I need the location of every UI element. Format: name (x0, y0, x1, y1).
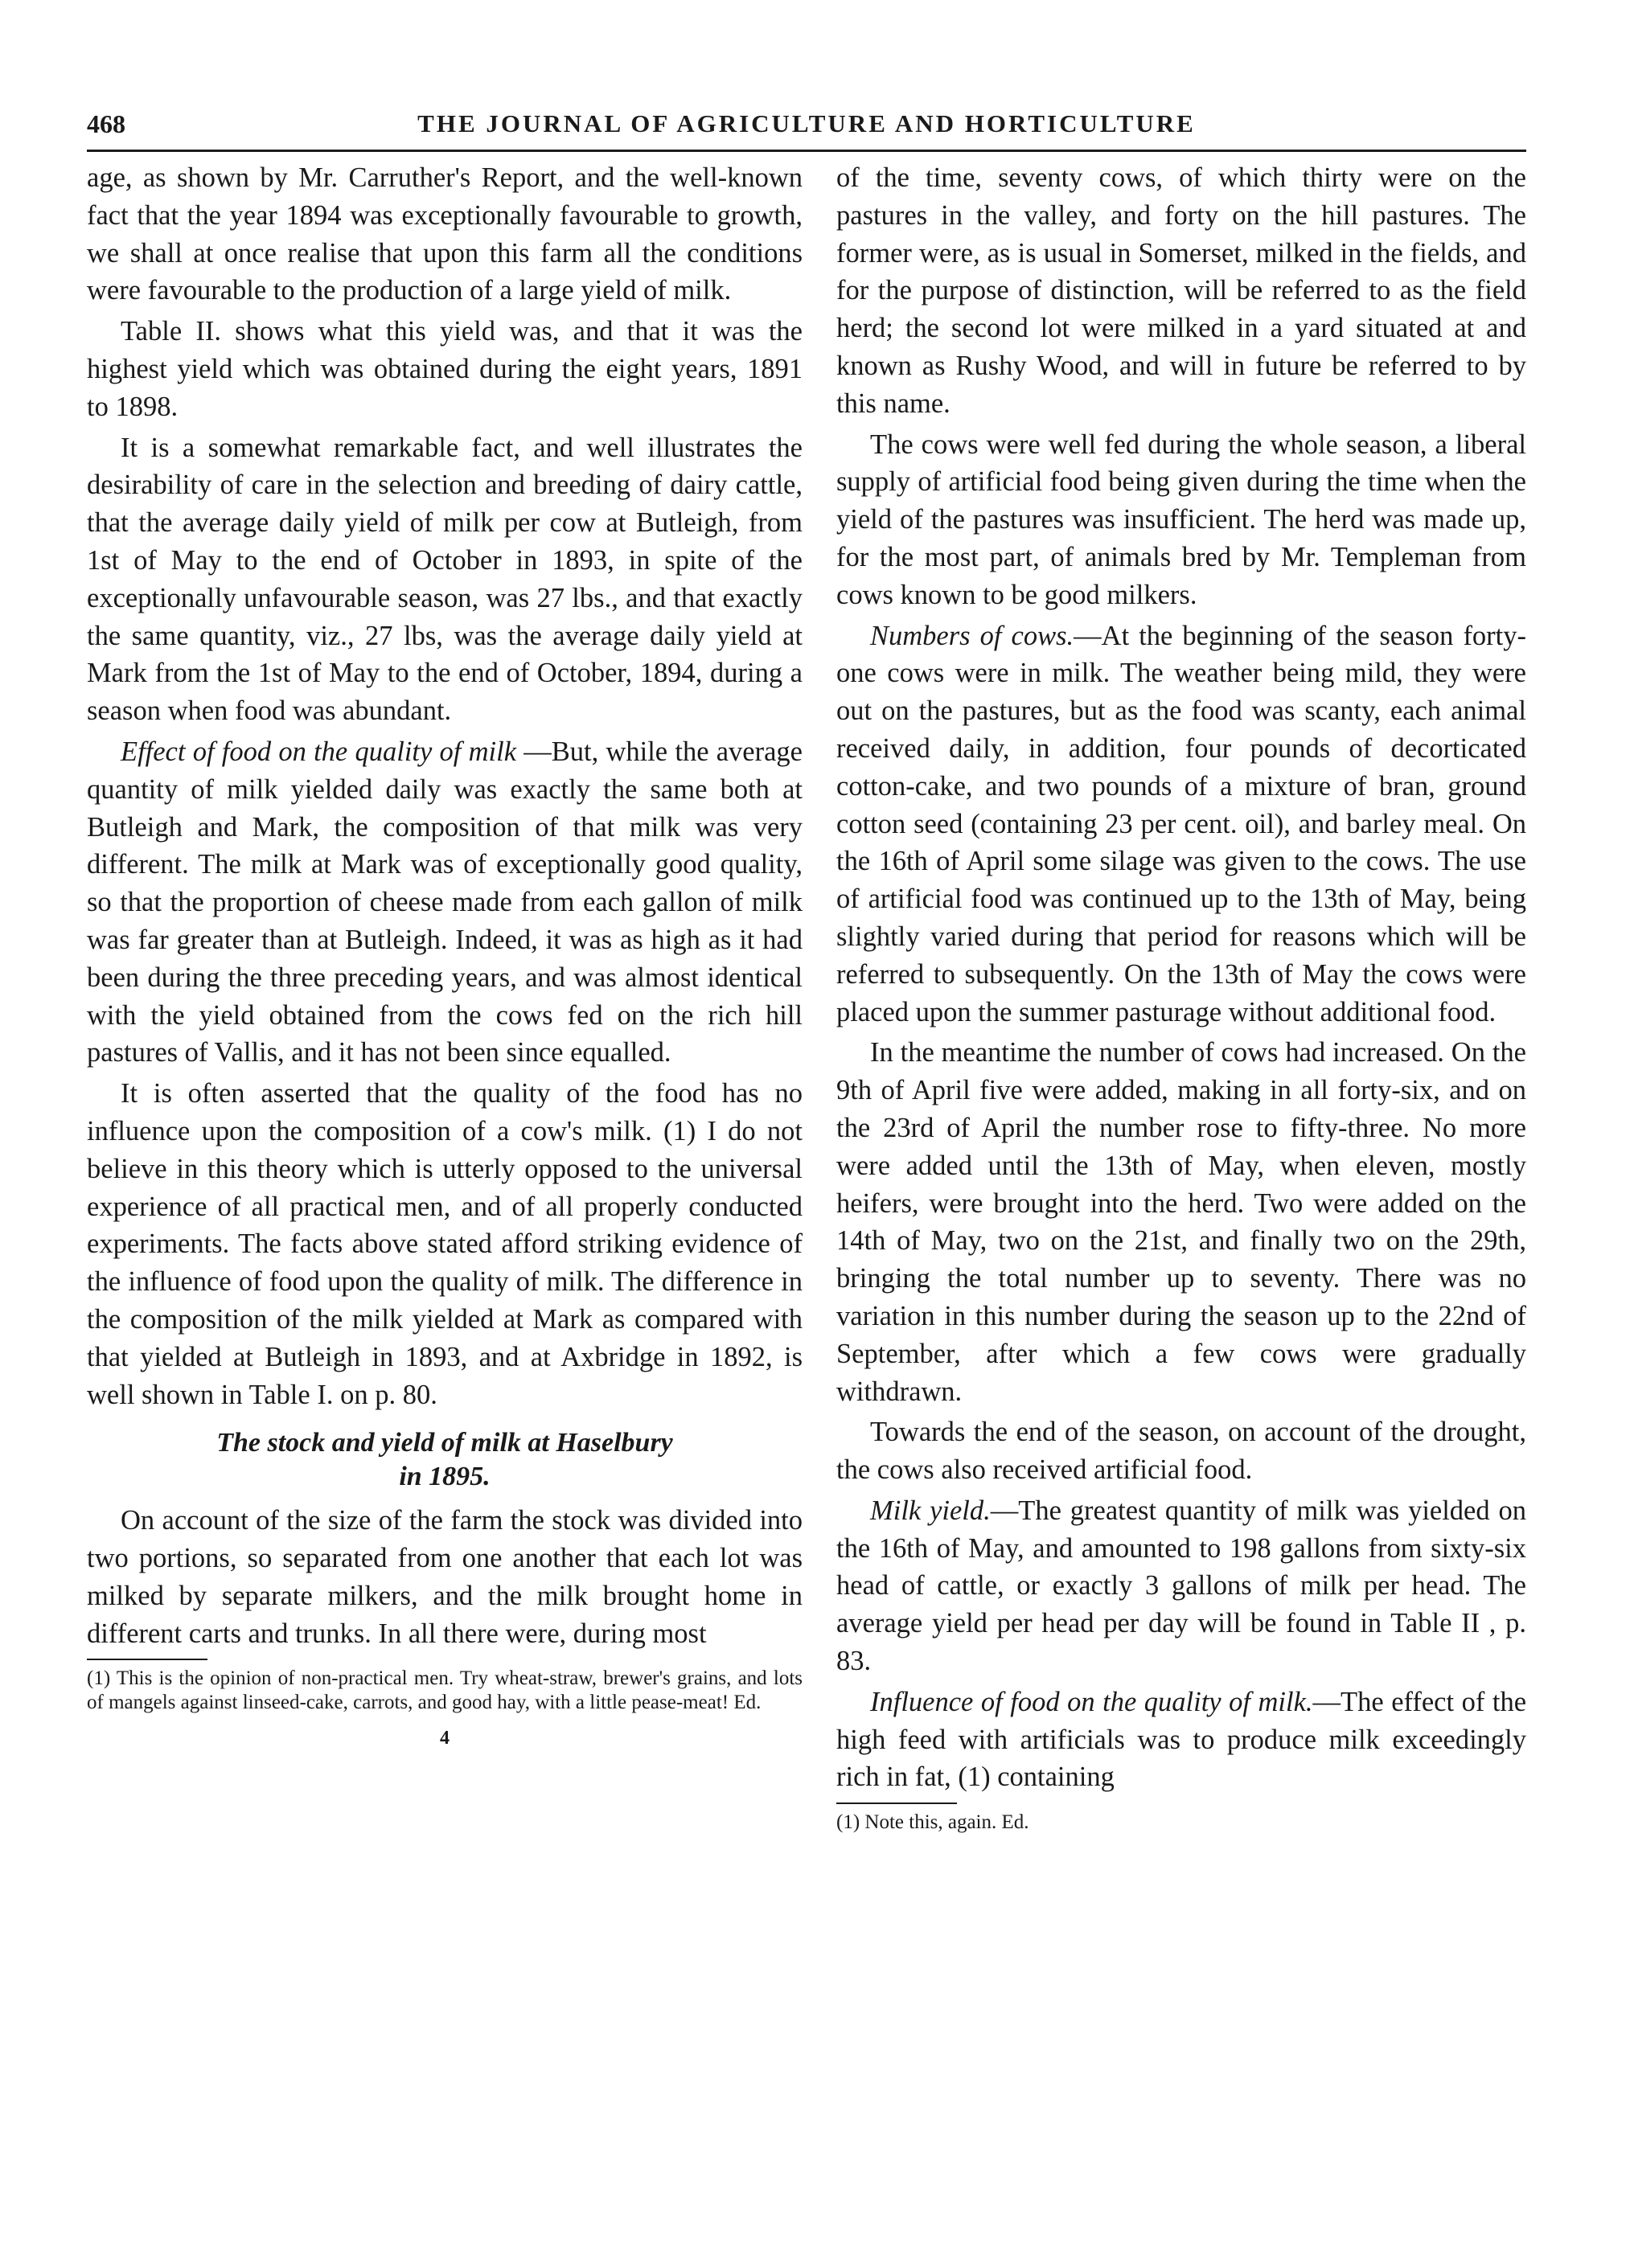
footnote: (1) Note this, again. Ed. (836, 1811, 1029, 1834)
paragraph: It is often asserted that the quality of the food has no influence upon the composition of a cow's milk. (1) I do not believe in this theory which is utterly opposed to the universal experience of all practical men, and of all properly conducted experiments. The facts above stated afford striking evidence of the influence of food upon the quality of milk. The difference in the composition of the milk yielded at Mark as compared with that yielded at Butleigh in 1893, and at Axbridge in 1892, is well shown in Table I. on p. 80. (87, 1078, 803, 1410)
section-heading-line: in 1895. (399, 1462, 491, 1492)
section-heading (87, 1426, 803, 1494)
paragraph: Towards the end of the season, on account of the drought, the cows also received artificial food. (836, 1417, 1526, 1486)
footnote: (1) This is the opinion of non-practical men. Try wheat-straw, brewer's grains, and lots of mangels against linseed-cake, carrots, and good hay, with a little pease-meat! Ed. (87, 1667, 803, 1714)
paragraph: The cows were well fed during the whole season, a liberal supply of artificial food being given during the time when the yield of the pastures was insufficient. The herd was made up, for the most part, of animals bred by Mr. Templeman from cows known to be good milkers. (836, 429, 1526, 610)
paragraph-body: —The effect of the high feed with artificials was to produce milk exceedingly rich in fat, (1) containing (836, 1686, 1527, 1793)
paragraph: In the meantime the number of cows had increased. On the 9th of April five were added, making in all forty-six, and on the 23rd of April the number rose to fifty-three. No more were added until the 13th of May, when eleven, mostly heifers, were brought into the herd. Two were added on the 14th of May, two on the 21st, and finally two on the 29th, bringing the total number up to seventy. There was no variation in this number during the season up to the 22nd of September, after which a few cows were gradually withdrawn. (836, 1037, 1526, 1407)
paragraph: Table II. shows what this yield was, and that it was the highest yield which was obtained during the eight years, 1891 to 1898. (87, 316, 803, 422)
section-heading-line: The stock and yield of milk at Haselbury (216, 1428, 673, 1458)
paragraph-influence-of-food (836, 1684, 1526, 1796)
paragraph-numbers-of-cows (836, 617, 1526, 1031)
right-column (836, 159, 1526, 1838)
paragraph-milk-yield (836, 1492, 1526, 1680)
running-head: THE JOURNAL OF AGRICULTURE AND HORTICULTURE (417, 109, 1196, 137)
paragraph-lead: Effect of food on the quality of milk (121, 736, 517, 767)
paragraph: age, as shown by Mr. Carruther's Report, and the well-known fact that the year 1894 was exceptionally favourable to growth, we shall at once realise that upon this farm all the conditions were favourable to the production of a large yield of milk. (87, 162, 803, 306)
paragraph-body: —The greatest quantity of milk was yielded on the 16th of May, and amounted to 198 gallons from sixty-six head of cattle, or exactly 3 gallons of milk per head. The average yield per head per day will be found in Table II , p. 83. (836, 1495, 1526, 1677)
paragraph-body: —But, while the average quantity of milk yielded daily was exactly the same both at Butleigh and Mark, the composition of that milk was very different. The milk at Mark was of exceptionally good quality, so that the proportion of cheese made from each gallon of milk was far greater than at Butleigh. Indeed, it was as high as it had been during the three preceding years, and was almost identical with the yield obtained from the cows fed on the rich hill pastures of Vallis, and it has not been since equalled. (87, 736, 803, 1068)
page-number: 468 (87, 109, 125, 138)
paragraph: of the time, seventy cows, of which thirty were on the pastures in the valley, and forty on the hill pastures. The former were, as is usual in Somerset, milked in the fields, and for the purpose of distinction, will be referred to as the field herd; the second lot were milked in a yard situated at and known as Rushy Wood, and will in future be referred to by this name. (836, 162, 1526, 419)
left-column (87, 159, 803, 1757)
paragraph-lead: Milk yield. (870, 1495, 991, 1526)
paragraph: On account of the size of the farm the stock was divided into two portions, so separated from one another that each lot was milked by separate milkers, and the milk brought home in different carts and trunks. In all there were, during most (87, 1505, 803, 1649)
footnote-rule (836, 1803, 957, 1804)
paragraph: It is a somewhat remarkable fact, and well illustrates the desirability of care in the selection and breeding of dairy cattle, that the average daily yield of milk per cow at Butleigh, from 1st of May to the end of October in 1893, in spite of the exceptionally unfavourable season, was 27 lbs., and that exactly the same quantity, viz., 27 lbs, was the average daily yield at Mark from the 1st of May to the end of October, 1894, during a season when food was abundant. (87, 432, 803, 727)
paragraph-lead: Influence of food on the quality of milk. (870, 1686, 1313, 1717)
paragraph-effect-of-food (87, 733, 803, 1072)
header-rule (87, 150, 1526, 152)
paragraph-body: —At the beginning of the season forty-one cows were in milk. The weather being mild, they were out on the pastures, but as the food was scanty, each animal received daily, in addition, four pounds of decorticated cotton-cake, and two pounds of a mixture of bran, ground cotton seed (containing 23 per cent. oil), and barley meal. On the 16th of April some silage was given to the cows. The use of artificial food was continued up to the 13th of May, being slightly varied during that period for reasons which will be referred to subsequently. On the 13th of May the cows were placed upon the summer pasturage without additional food. (836, 620, 1526, 1027)
signature-mark: 4 (440, 1728, 450, 1749)
page-header (87, 109, 1526, 150)
paragraph-lead: Numbers of cows. (870, 620, 1074, 651)
footnote-rule (87, 1659, 207, 1660)
